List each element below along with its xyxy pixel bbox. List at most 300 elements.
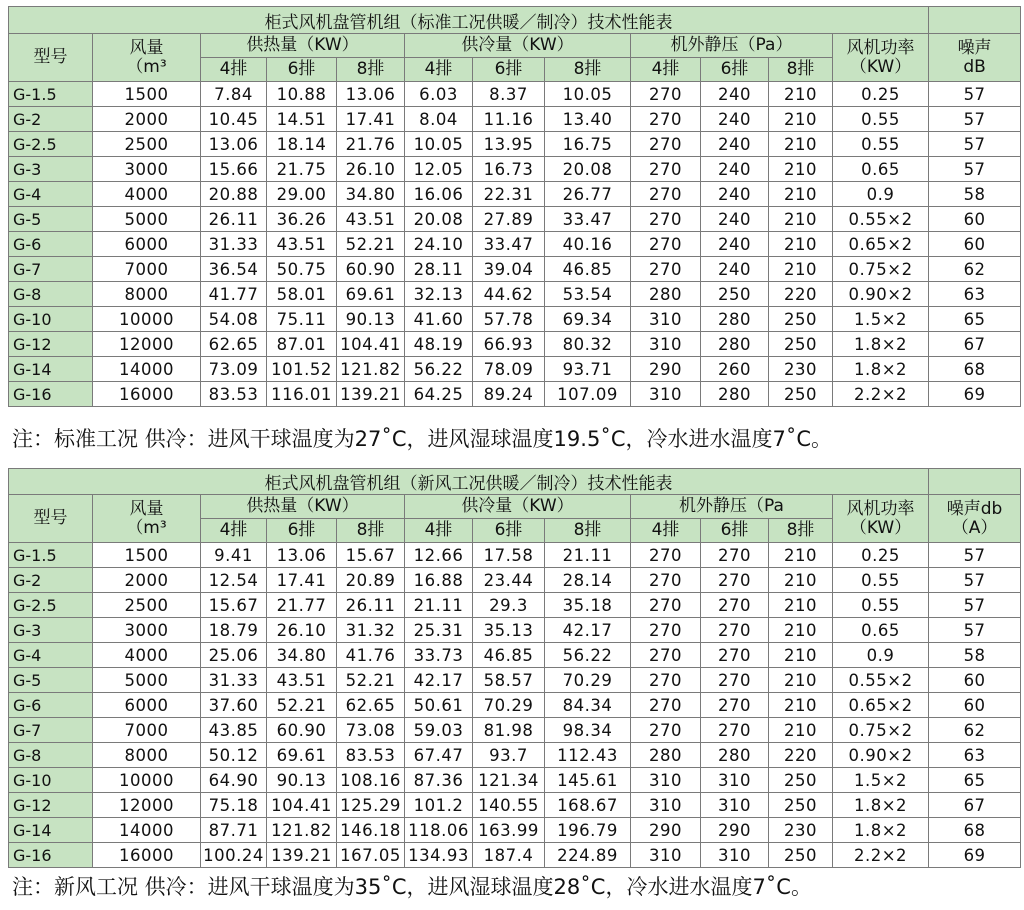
value-cell: 10.05: [545, 82, 631, 107]
value-cell: 20.08: [545, 157, 631, 182]
value-cell: 210: [769, 132, 833, 157]
value-cell: 21.76: [337, 132, 405, 157]
value-cell: 10000: [93, 307, 201, 332]
value-cell: 6.03: [405, 82, 473, 107]
value-cell: 24.10: [405, 232, 473, 257]
value-cell: 270: [631, 182, 701, 207]
value-cell: 10.05: [405, 132, 473, 157]
value-cell: 230: [769, 818, 833, 843]
header-airflow: [93, 495, 201, 543]
value-cell: 270: [701, 543, 769, 568]
value-cell: 34.80: [337, 182, 405, 207]
value-cell: 104.41: [337, 332, 405, 357]
value-cell: 12000: [93, 332, 201, 357]
value-cell: 270: [701, 618, 769, 643]
value-cell: 75.18: [201, 793, 267, 818]
value-cell: 210: [769, 618, 833, 643]
value-cell: 260: [701, 357, 769, 382]
header-power-unit: （KW）: [849, 517, 912, 538]
value-cell: 27.89: [473, 207, 545, 232]
value-cell: 17.58: [473, 543, 545, 568]
value-cell: 270: [701, 643, 769, 668]
value-cell: 28.11: [405, 257, 473, 282]
value-cell: 89.24: [473, 382, 545, 407]
value-cell: 60: [929, 207, 1021, 232]
value-cell: 41.60: [405, 307, 473, 332]
value-cell: 210: [769, 257, 833, 282]
value-cell: 1500: [93, 82, 201, 107]
header-model: 型号: [9, 34, 93, 82]
value-cell: 0.90×2: [833, 282, 929, 307]
value-cell: 270: [631, 82, 701, 107]
subheader-cell: 8排: [769, 58, 833, 82]
value-cell: 210: [769, 693, 833, 718]
subheader-cell: 4排: [405, 519, 473, 543]
value-cell: 10.88: [267, 82, 337, 107]
value-cell: 5000: [93, 207, 201, 232]
value-cell: 210: [769, 207, 833, 232]
value-cell: 43.51: [337, 207, 405, 232]
value-cell: 14000: [93, 357, 201, 382]
value-cell: 310: [631, 843, 701, 868]
value-cell: 187.4: [473, 843, 545, 868]
value-cell: 270: [701, 593, 769, 618]
value-cell: 65: [929, 768, 1021, 793]
table-row: [9, 718, 1021, 743]
value-cell: 63: [929, 743, 1021, 768]
model-cell: G-4: [9, 182, 93, 207]
header-cooling: 供冷量（KW）: [405, 495, 631, 519]
value-cell: 280: [701, 332, 769, 357]
model-cell: G-14: [9, 818, 93, 843]
value-cell: 270: [631, 693, 701, 718]
value-cell: 56.22: [545, 643, 631, 668]
value-cell: 53.54: [545, 282, 631, 307]
value-cell: 270: [631, 207, 701, 232]
model-cell: G-1.5: [9, 82, 93, 107]
value-cell: 20.88: [201, 182, 267, 207]
value-cell: 57: [929, 82, 1021, 107]
header-power: [833, 34, 929, 82]
value-cell: 15.67: [337, 543, 405, 568]
value-cell: 280: [701, 382, 769, 407]
value-cell: 14.51: [267, 107, 337, 132]
value-cell: 69.34: [545, 307, 631, 332]
subheader-cell: 4排: [405, 58, 473, 82]
value-cell: 210: [769, 643, 833, 668]
table-row: [9, 543, 1021, 568]
value-cell: 250: [701, 282, 769, 307]
value-cell: 4000: [93, 643, 201, 668]
value-cell: 16.06: [405, 182, 473, 207]
subheader-cell: 6排: [701, 519, 769, 543]
value-cell: 62: [929, 718, 1021, 743]
value-cell: 121.82: [267, 818, 337, 843]
value-cell: 60: [929, 693, 1021, 718]
value-cell: 64.25: [405, 382, 473, 407]
standard-condition-note: 注：标准工况 供冷：进风干球温度为27˚C，进风湿球温度19.5˚C，冷水进水温度7˚C。: [12, 427, 833, 451]
table-row: [9, 593, 1021, 618]
value-cell: 60.90: [337, 257, 405, 282]
value-cell: 250: [769, 768, 833, 793]
value-cell: 210: [769, 157, 833, 182]
value-cell: 7.84: [201, 82, 267, 107]
value-cell: 270: [631, 107, 701, 132]
value-cell: 26.10: [267, 618, 337, 643]
value-cell: 18.14: [267, 132, 337, 157]
value-cell: 1.5×2: [833, 307, 929, 332]
value-cell: 57: [929, 157, 1021, 182]
value-cell: 48.19: [405, 332, 473, 357]
value-cell: 43.51: [267, 668, 337, 693]
value-cell: 2000: [93, 107, 201, 132]
value-cell: 0.55: [833, 132, 929, 157]
value-cell: 210: [769, 182, 833, 207]
value-cell: 210: [769, 568, 833, 593]
value-cell: 8000: [93, 743, 201, 768]
subheader-cell: 6排: [267, 519, 337, 543]
value-cell: 107.09: [545, 382, 631, 407]
value-cell: 21.11: [545, 543, 631, 568]
value-cell: 167.05: [337, 843, 405, 868]
value-cell: 41.76: [337, 643, 405, 668]
header-power: [833, 495, 929, 543]
table-body: [9, 543, 1021, 868]
value-cell: 78.09: [473, 357, 545, 382]
value-cell: 87.01: [267, 332, 337, 357]
value-cell: 69.61: [337, 282, 405, 307]
value-cell: 80.32: [545, 332, 631, 357]
model-cell: G-2.5: [9, 132, 93, 157]
value-cell: 67.47: [405, 743, 473, 768]
value-cell: 270: [631, 157, 701, 182]
value-cell: 250: [769, 843, 833, 868]
table-row: [9, 643, 1021, 668]
value-cell: 56.22: [405, 357, 473, 382]
value-cell: 52.21: [267, 693, 337, 718]
value-cell: 210: [769, 593, 833, 618]
value-cell: 0.55: [833, 568, 929, 593]
value-cell: 104.41: [267, 793, 337, 818]
value-cell: 250: [769, 307, 833, 332]
value-cell: 34.80: [267, 643, 337, 668]
header-noise: [929, 34, 1021, 82]
model-cell: G-12: [9, 332, 93, 357]
value-cell: 29.00: [267, 182, 337, 207]
value-cell: 93.71: [545, 357, 631, 382]
value-cell: 0.65: [833, 157, 929, 182]
header-airflow-label: 风量: [129, 37, 164, 58]
header-airflow-unit: （m³: [126, 517, 167, 538]
value-cell: 240: [701, 82, 769, 107]
value-cell: 50.75: [267, 257, 337, 282]
value-cell: 42.17: [405, 668, 473, 693]
value-cell: 8.04: [405, 107, 473, 132]
model-cell: G-5: [9, 207, 93, 232]
value-cell: 145.61: [545, 768, 631, 793]
standard-performance-table: [8, 6, 1021, 407]
value-cell: 12.66: [405, 543, 473, 568]
value-cell: 270: [631, 232, 701, 257]
value-cell: 134.93: [405, 843, 473, 868]
value-cell: 0.55×2: [833, 668, 929, 693]
value-cell: 270: [701, 568, 769, 593]
value-cell: 13.06: [201, 132, 267, 157]
table-row: [9, 618, 1021, 643]
header-pressure: 机外静压（Pa: [631, 495, 833, 519]
value-cell: 21.11: [405, 593, 473, 618]
value-cell: 310: [631, 768, 701, 793]
value-cell: 62.65: [337, 693, 405, 718]
value-cell: 25.06: [201, 643, 267, 668]
value-cell: 250: [769, 382, 833, 407]
table-row: [9, 743, 1021, 768]
value-cell: 0.25: [833, 82, 929, 107]
model-cell: G-10: [9, 768, 93, 793]
header-airflow-label: 风量: [129, 498, 164, 519]
value-cell: 26.10: [337, 157, 405, 182]
value-cell: 58.01: [267, 282, 337, 307]
table-row: [9, 382, 1021, 407]
value-cell: 310: [631, 793, 701, 818]
value-cell: 139.21: [267, 843, 337, 868]
value-cell: 6000: [93, 693, 201, 718]
value-cell: 196.79: [545, 818, 631, 843]
model-cell: G-16: [9, 843, 93, 868]
value-cell: 0.65: [833, 618, 929, 643]
value-cell: 12.54: [201, 568, 267, 593]
value-cell: 67: [929, 332, 1021, 357]
value-cell: 43.85: [201, 718, 267, 743]
value-cell: 4000: [93, 182, 201, 207]
value-cell: 1500: [93, 543, 201, 568]
value-cell: 43.51: [267, 232, 337, 257]
subheader-cell: 8排: [337, 519, 405, 543]
value-cell: 240: [701, 107, 769, 132]
value-cell: 3000: [93, 157, 201, 182]
model-cell: G-7: [9, 257, 93, 282]
value-cell: 14000: [93, 818, 201, 843]
value-cell: 270: [631, 132, 701, 157]
value-cell: 290: [631, 357, 701, 382]
value-cell: 270: [631, 643, 701, 668]
value-cell: 3000: [93, 618, 201, 643]
value-cell: 40.16: [545, 232, 631, 257]
value-cell: 0.25: [833, 543, 929, 568]
table-row: [9, 843, 1021, 868]
model-cell: G-8: [9, 282, 93, 307]
value-cell: 69: [929, 843, 1021, 868]
value-cell: 62.65: [201, 332, 267, 357]
model-cell: G-14: [9, 357, 93, 382]
value-cell: 8.37: [473, 82, 545, 107]
table-row: [9, 157, 1021, 182]
value-cell: 6000: [93, 232, 201, 257]
table-row: [9, 357, 1021, 382]
subheader-cell: 6排: [473, 58, 545, 82]
value-cell: 57: [929, 568, 1021, 593]
value-cell: 210: [769, 232, 833, 257]
header-noise-label: 噪声: [957, 37, 992, 58]
value-cell: 73.09: [201, 357, 267, 382]
header-pressure: 机外静压（Pa）: [631, 34, 833, 58]
value-cell: 0.9: [833, 182, 929, 207]
value-cell: 210: [769, 82, 833, 107]
value-cell: 163.99: [473, 818, 545, 843]
value-cell: 65: [929, 307, 1021, 332]
value-cell: 16.73: [473, 157, 545, 182]
value-cell: 1.5×2: [833, 768, 929, 793]
value-cell: 31.32: [337, 618, 405, 643]
value-cell: 125.29: [337, 793, 405, 818]
value-cell: 0.90×2: [833, 743, 929, 768]
table-row: [9, 207, 1021, 232]
header-noise-label: 噪声db: [946, 498, 1003, 519]
value-cell: 12.05: [405, 157, 473, 182]
subheader-cell: 6排: [701, 58, 769, 82]
value-cell: 18.79: [201, 618, 267, 643]
value-cell: 146.18: [337, 818, 405, 843]
value-cell: 17.41: [267, 568, 337, 593]
value-cell: 100.24: [201, 843, 267, 868]
value-cell: 36.54: [201, 257, 267, 282]
value-cell: 46.85: [473, 643, 545, 668]
value-cell: 60: [929, 668, 1021, 693]
table-title: 柜式风机盘管机组（标准工况供暖／制冷）技术性能表: [9, 7, 929, 34]
value-cell: 250: [769, 332, 833, 357]
value-cell: 310: [631, 332, 701, 357]
fresh-air-performance-table: [8, 468, 1021, 868]
value-cell: 54.08: [201, 307, 267, 332]
value-cell: 290: [701, 818, 769, 843]
value-cell: 280: [631, 282, 701, 307]
value-cell: 118.06: [405, 818, 473, 843]
value-cell: 16.88: [405, 568, 473, 593]
value-cell: 84.34: [545, 693, 631, 718]
value-cell: 60: [929, 232, 1021, 257]
value-cell: 10.45: [201, 107, 267, 132]
value-cell: 1.8×2: [833, 818, 929, 843]
table-row: [9, 82, 1021, 107]
value-cell: 8000: [93, 282, 201, 307]
value-cell: 16000: [93, 843, 201, 868]
value-cell: 35.13: [473, 618, 545, 643]
fresh-air-condition-note: 注：新风工况 供冷：进风干球温度为35˚C，进风湿球温度28˚C，冷水进水温度7˚C。: [12, 875, 812, 899]
subheader-cell: 4排: [631, 58, 701, 82]
value-cell: 240: [701, 182, 769, 207]
value-cell: 270: [701, 718, 769, 743]
value-cell: 31.33: [201, 668, 267, 693]
header-airflow-unit: （m³: [126, 56, 167, 77]
value-cell: 310: [631, 307, 701, 332]
header-noise-unit: dB: [963, 56, 986, 77]
value-cell: 57: [929, 618, 1021, 643]
table-row: [9, 182, 1021, 207]
value-cell: 32.13: [405, 282, 473, 307]
value-cell: 1.8×2: [833, 332, 929, 357]
value-cell: 5000: [93, 668, 201, 693]
value-cell: 1.8×2: [833, 357, 929, 382]
value-cell: 57.78: [473, 307, 545, 332]
value-cell: 220: [769, 282, 833, 307]
value-cell: 42.17: [545, 618, 631, 643]
value-cell: 60.90: [267, 718, 337, 743]
value-cell: 64.90: [201, 768, 267, 793]
value-cell: 83.53: [337, 743, 405, 768]
value-cell: 2500: [93, 593, 201, 618]
value-cell: 15.67: [201, 593, 267, 618]
table-row: [9, 793, 1021, 818]
header-heating: 供热量（KW）: [201, 34, 405, 58]
value-cell: 33.73: [405, 643, 473, 668]
header-power-unit: （KW）: [849, 56, 912, 77]
value-cell: 41.77: [201, 282, 267, 307]
table-row: [9, 332, 1021, 357]
value-cell: 44.62: [473, 282, 545, 307]
subheader-cell: 8排: [769, 519, 833, 543]
value-cell: 240: [701, 157, 769, 182]
value-cell: 33.47: [545, 207, 631, 232]
value-cell: 270: [631, 543, 701, 568]
value-cell: 121.34: [473, 768, 545, 793]
value-cell: 57: [929, 593, 1021, 618]
model-cell: G-7: [9, 718, 93, 743]
subheader-cell: 4排: [631, 519, 701, 543]
subheader-cell: 4排: [201, 519, 267, 543]
value-cell: 140.55: [473, 793, 545, 818]
value-cell: 13.06: [337, 82, 405, 107]
value-cell: 98.34: [545, 718, 631, 743]
value-cell: 9.41: [201, 543, 267, 568]
value-cell: 69: [929, 382, 1021, 407]
value-cell: 70.29: [545, 668, 631, 693]
header-airflow: [93, 34, 201, 82]
value-cell: 22.31: [473, 182, 545, 207]
value-cell: 17.41: [337, 107, 405, 132]
value-cell: 168.67: [545, 793, 631, 818]
value-cell: 12000: [93, 793, 201, 818]
value-cell: 66.93: [473, 332, 545, 357]
value-cell: 68: [929, 357, 1021, 382]
value-cell: 73.08: [337, 718, 405, 743]
value-cell: 58: [929, 643, 1021, 668]
value-cell: 26.77: [545, 182, 631, 207]
header-noise: [929, 495, 1021, 543]
value-cell: 13.06: [267, 543, 337, 568]
value-cell: 210: [769, 718, 833, 743]
value-cell: 52.21: [337, 668, 405, 693]
model-cell: G-5: [9, 668, 93, 693]
value-cell: 0.65×2: [833, 232, 929, 257]
value-cell: 21.77: [267, 593, 337, 618]
value-cell: 81.98: [473, 718, 545, 743]
value-cell: 37.60: [201, 693, 267, 718]
value-cell: 240: [701, 207, 769, 232]
header-model: 型号: [9, 495, 93, 543]
model-cell: G-1.5: [9, 543, 93, 568]
value-cell: 2.2×2: [833, 382, 929, 407]
model-cell: G-2.5: [9, 593, 93, 618]
model-cell: G-6: [9, 693, 93, 718]
value-cell: 39.04: [473, 257, 545, 282]
value-cell: 290: [631, 818, 701, 843]
value-cell: 7000: [93, 718, 201, 743]
table-title: 柜式风机盘管机组（新风工况供暖／制冷）技术性能表: [9, 469, 929, 495]
title-spacer: [929, 7, 1021, 34]
value-cell: 57: [929, 543, 1021, 568]
value-cell: 210: [769, 107, 833, 132]
value-cell: 0.9: [833, 643, 929, 668]
